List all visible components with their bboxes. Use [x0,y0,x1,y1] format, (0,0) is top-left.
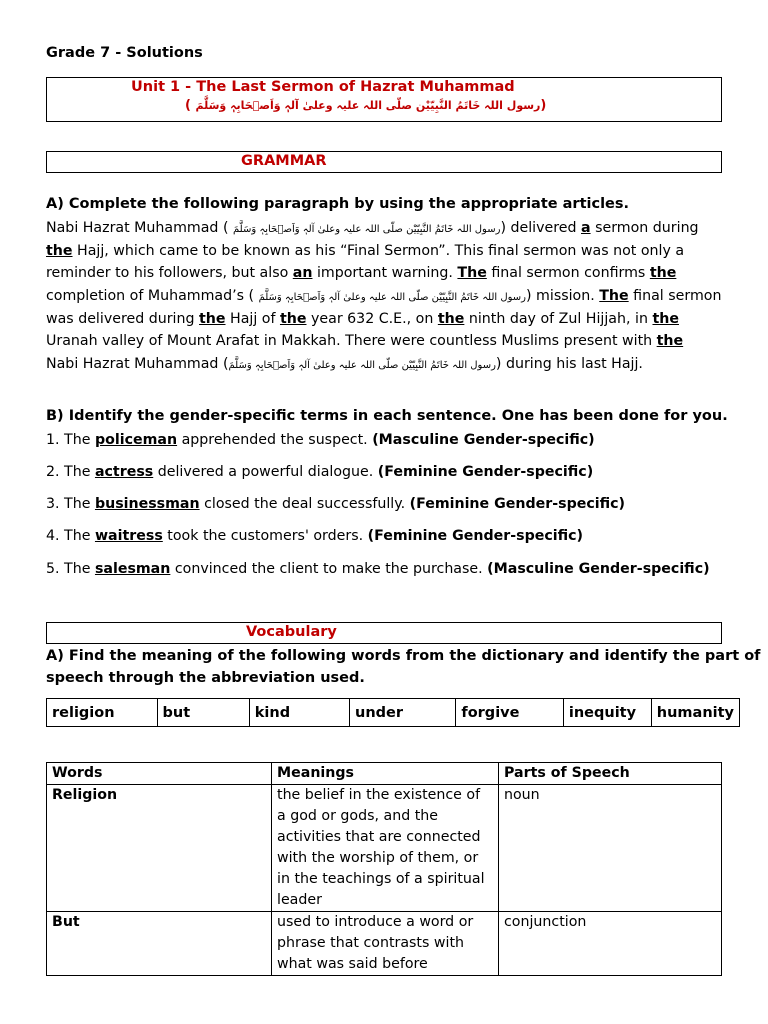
word-cell: under [350,699,456,727]
word-cell: Religion [47,785,272,912]
gender-term: actress [94,464,154,480]
honorific-arabic: رسول اللہ خَاتَمُ النَّبِیّیْن صلّی اللہ علیہ وعلیٰ آلہٖ وَاَصۡحَابِہٖ وَسَلَّمَ [258,292,527,303]
paragraph-line-5: was delivered during the Hajj of the year 632 C.E., on the ninth day of Zul Hijjah, in the [46,311,679,327]
vocabulary-instruction: A) Find the meaning of the following words from the dictionary and identify the part of speech through the abbreviation used. [46,648,761,686]
unit-title-box [46,77,722,122]
paragraph-line-3: reminder to his followers, but also an important warning. The final sermon confirms the [46,265,677,281]
unit-arabic-open: ( [185,98,191,113]
header-cell: Meanings [272,763,499,785]
gender-term: salesman [94,561,171,577]
paragraph-line-1: Nabi Hazrat Muhammad ( رسول اللہ خَاتَمُ النَّبِیّیْن صلّی اللہ علیہ وعلیٰ آلہٖ وَاَصۡحَابِہٖ وَسَلَّمَ) delivered a sermon during [46,220,699,236]
vocabulary-heading-box [46,622,722,644]
gender-term: waitress [94,528,163,544]
article-answer: the [279,311,307,327]
honorific-arabic: رسول اللہ خَاتَمُ النَّبِیّیْن صلّی اللہ علیہ وعلیٰ آلہٖ وَاَصۡحَابِہٖ وَسَلَّمَ [228,360,496,371]
header-cell: Parts of Speech [499,763,722,785]
gender-answer: (Feminine Gender-specific) [367,528,584,544]
word-cell: But [47,912,272,976]
paragraph-line-6: Uranah valley of Mount Arafat in Makkah. There were countless Muslims present with the [46,333,684,349]
article-answer: the [46,243,73,259]
gender-term: policeman [94,432,178,448]
gender-answer: (Feminine Gender-specific) [409,496,626,512]
word-cell: religion [47,699,158,727]
paragraph-line-4: completion of Muhammad’s ( رسول اللہ خَاتَمُ النَّبِیّیْن صلّی اللہ علیہ وعلیٰ آلہٖ وَاَصۡحَابِہٖ وَسَلَّمَ) mission. The final sermon [46,288,722,304]
article-answer: The [599,288,629,304]
word-cell: kind [249,699,349,727]
paragraph-line-7: Nabi Hazrat Muhammad (رسول اللہ خَاتَمُ النَّبِیّیْن صلّی اللہ علیہ وعلیٰ آلہٖ وَاَصۡحَابِہٖ وَسَلَّمَ) during his last Hajj. [46,356,643,372]
gender-answer: (Feminine Gender-specific) [377,464,594,480]
article-answer: the [656,333,684,349]
word-list-table [46,698,740,727]
gender-sentence: 5. The salesman convinced the client to make the purchase. (Masculine Gender-specific) [46,561,710,577]
table-row [47,785,722,912]
pos-cell: conjunction [499,912,722,976]
honorific-arabic: رسول اللہ خَاتَمُ النَّبِیّیْن صلّی اللہ علیہ وعلیٰ آلہٖ وَاَصۡحَابِہٖ وَسَلَّمَ [233,224,501,235]
gender-sentence: 1. The policeman apprehended the suspect. (Masculine Gender-specific) [46,432,595,448]
grammar-heading: GRAMMAR [241,153,327,169]
unit-title: Unit 1 - The Last Sermon of Hazrat Muhammad [131,79,515,95]
pos-cell: noun [499,785,722,912]
article-answer: The [457,265,487,281]
word-cell: forgive [456,699,563,727]
article-answer: the [652,311,679,327]
meanings-table [46,762,722,976]
gender-answer: (Masculine Gender-specific) [372,432,595,448]
paragraph-line-2: the Hajj, which came to be known as his “Final Sermon”. This final sermon was not only a [46,243,685,259]
meaning-cell: the belief in the existence of a god or gods, and the activities that are connected with the worship of them, or in the teachings of a spiritual leader [272,785,499,912]
article-answer: an [292,265,313,281]
gender-sentence: 3. The businessman closed the deal successfully. (Feminine Gender-specific) [46,496,626,512]
word-cell: inequity [563,699,651,727]
vocabulary-heading: Vocabulary [246,624,337,640]
grammar-section-a-instruction: A) Complete the following paragraph by using the appropriate articles. [46,196,630,212]
unit-arabic-honorific: رسول اللہ خَاتَمُ النَّبِیّیْن صلّی اللہ علیہ وعلیٰ آلہٖ وَاَصۡحَابِہٖ وَسَلَّمَ [195,99,541,112]
table-header-row [47,763,722,785]
word-cell: but [157,699,249,727]
gender-term: businessman [94,496,200,512]
gender-sentence: 4. The waitress took the customers' orders. (Feminine Gender-specific) [46,528,584,544]
gender-answer: (Masculine Gender-specific) [487,561,710,577]
article-answer: the [649,265,677,281]
table-row [47,912,722,976]
grammar-section-b-instruction: B) Identify the gender-specific terms in each sentence. One has been done for you. [46,408,728,424]
article-answer: a [581,220,591,236]
table-row [47,699,740,727]
page-title: Grade 7 - Solutions [46,45,203,61]
header-cell: Words [47,763,272,785]
article-answer: the [437,311,465,327]
unit-arabic-close: ) [540,98,547,113]
unit-subtitle [185,98,546,113]
word-cell: humanity [651,699,739,727]
grammar-heading-box [46,151,722,173]
meaning-cell: used to introduce a word or phrase that contrasts with what was said before [272,912,499,976]
article-answer: the [199,311,226,327]
gender-sentence: 2. The actress delivered a powerful dialogue. (Feminine Gender-specific) [46,464,594,480]
